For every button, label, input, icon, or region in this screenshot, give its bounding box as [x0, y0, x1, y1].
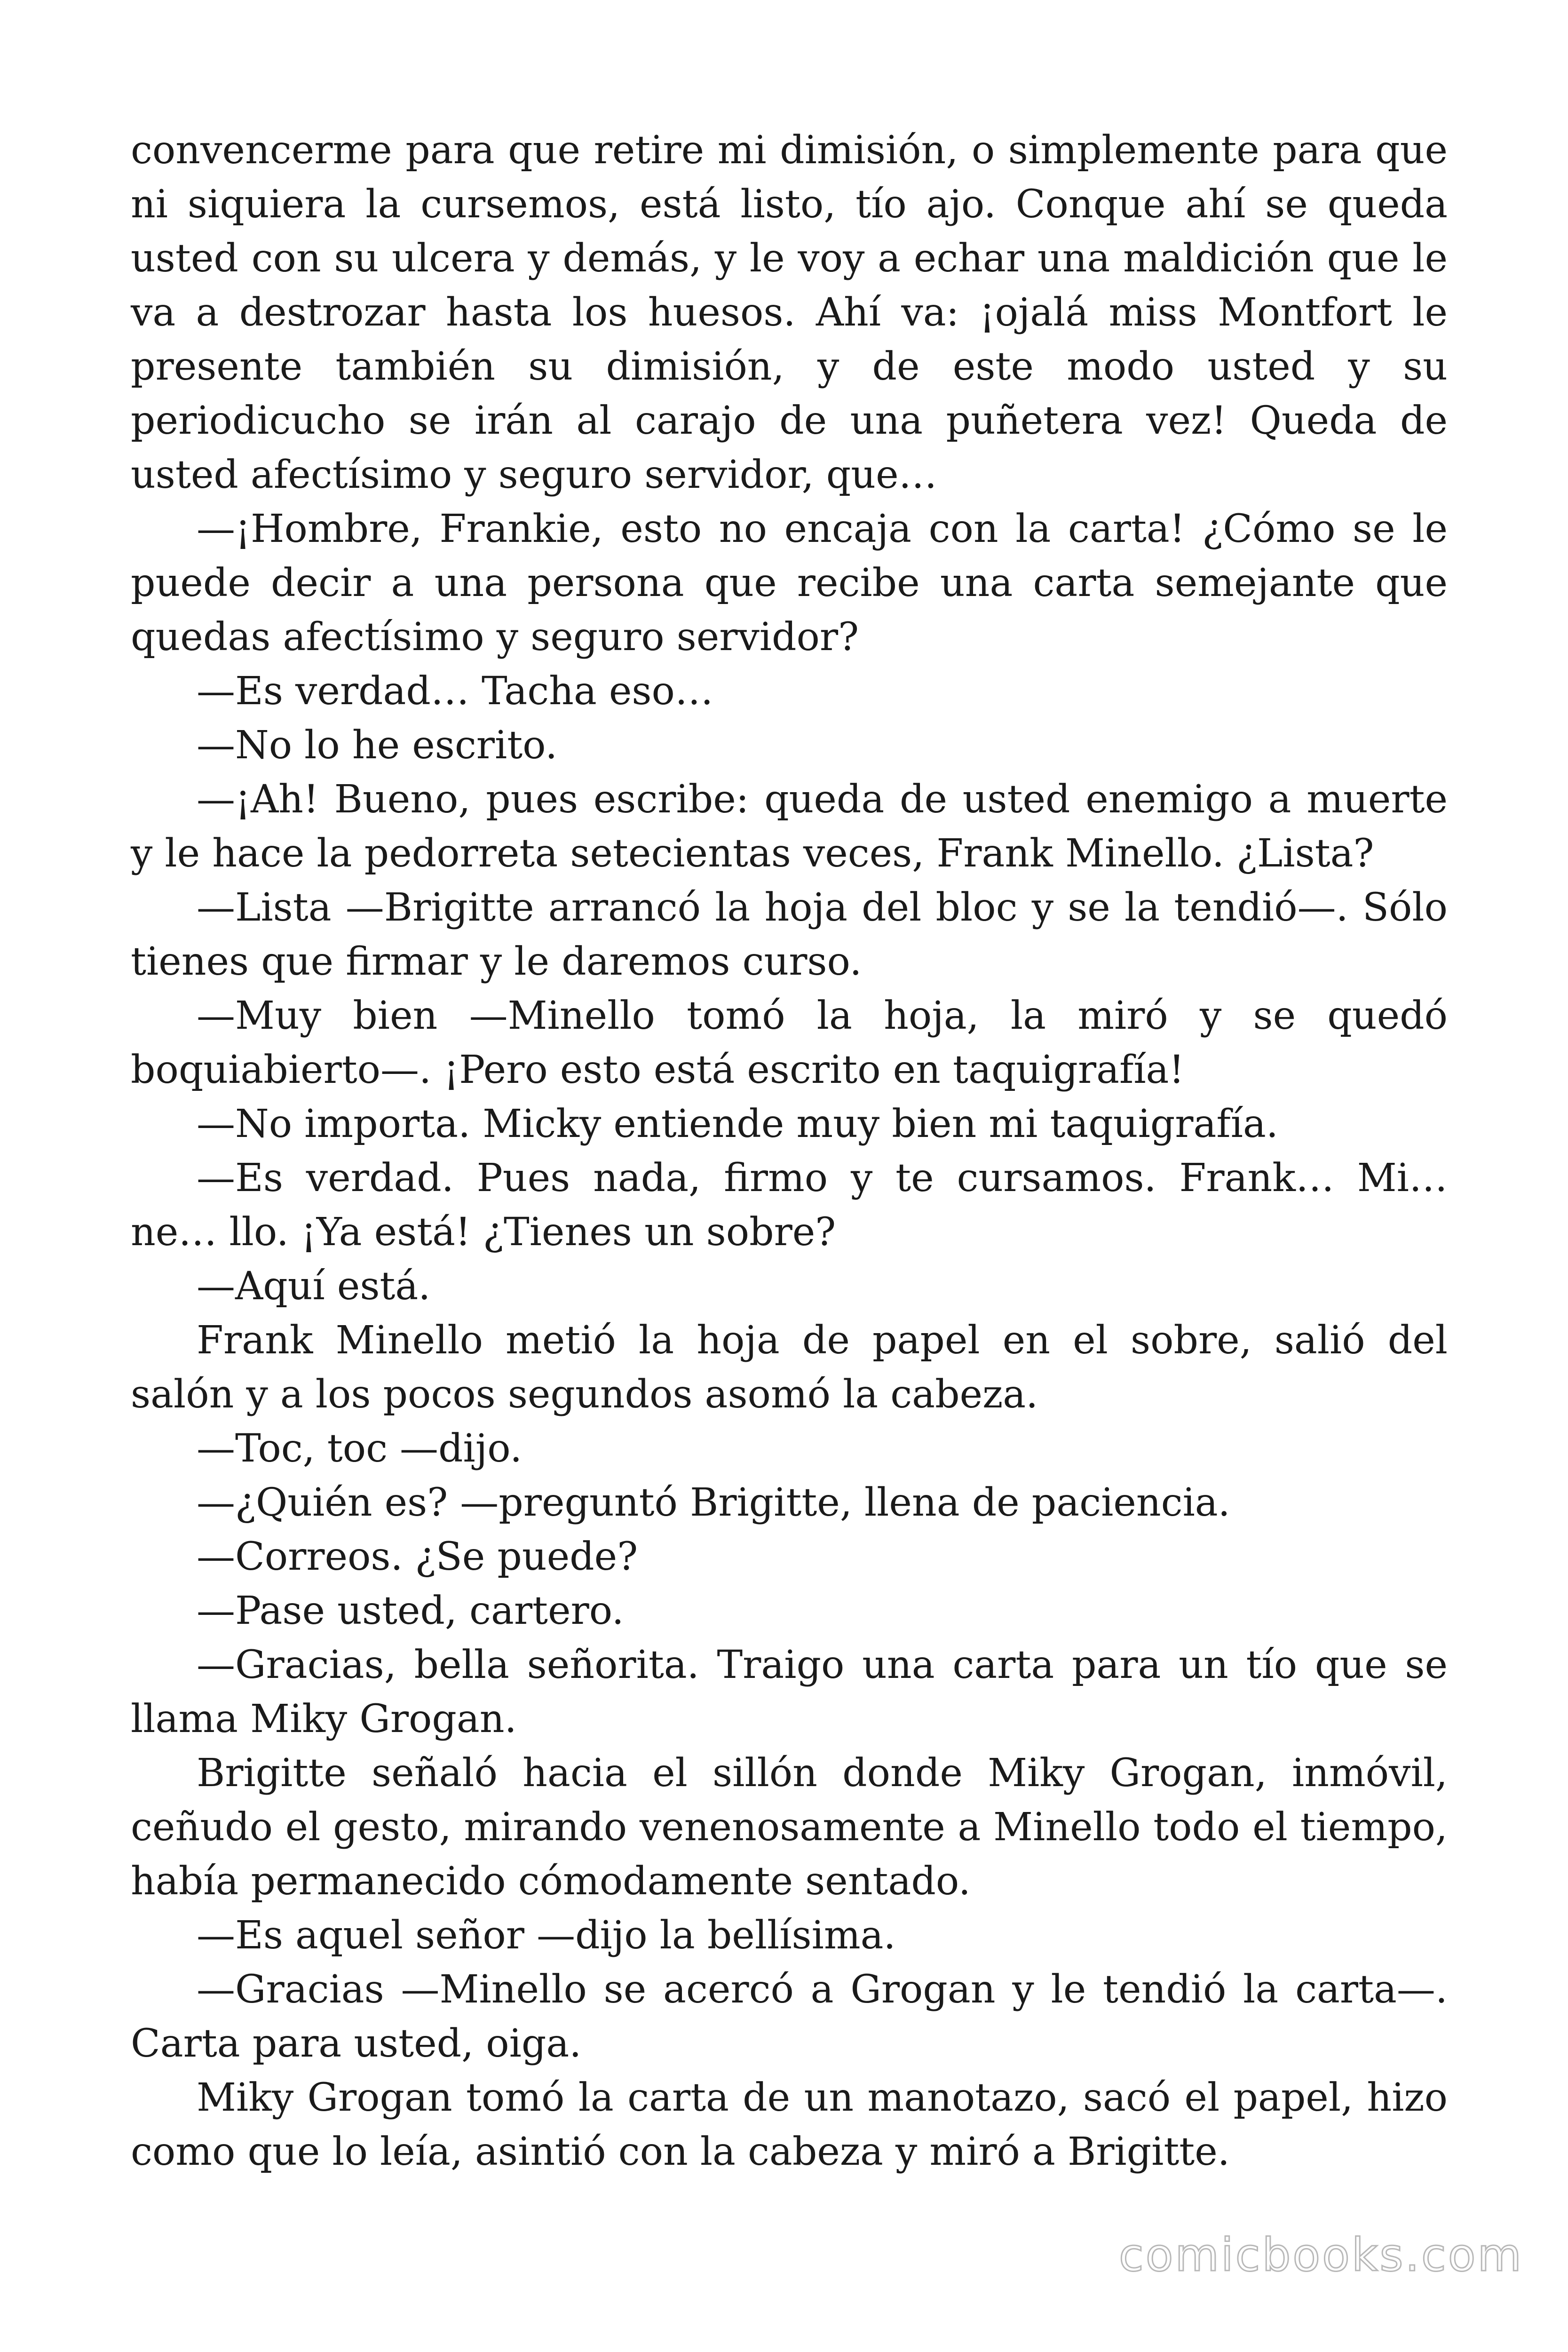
watermark: comicbooks.com [1118, 2229, 1523, 2281]
paragraph: convencerme para que retire mi dimisión, o simplemente para que ni siquiera la cursemos, está listo, tío ajo. Conque ahí se queda usted con su ulcera y demás, y le voy a echar una maldición que le va a destrozar hasta los huesos. Ahí va: ¡ojalá miss Montfort le presente también su dimisión, y de este modo usted y su periodicucho se irán al carajo de una puñetera vez! Queda de usted afectísimo y seguro servidor, que… [131, 128, 1448, 497]
paragraph: —Gracias, bella señorita. Traigo una carta para un tío que se llama Miky Grogan. [131, 1643, 1448, 1741]
paragraph: —Aquí está. [197, 1264, 431, 1309]
paragraph: —Muy bien —Minello tomó la hoja, la miró y se quedó boquiabierto—. ¡Pero esto está escrito en taquigrafía! [131, 993, 1448, 1092]
page-text [131, 123, 1448, 2179]
paragraph: —Pase usted, cartero. [197, 1589, 624, 1633]
paragraph: —Toc, toc —dijo. [197, 1426, 523, 1471]
paragraph: —¡Hombre, Frankie, esto no encaja con la carta! ¿Cómo se le puede decir a una persona que recibe una carta semejante que quedas afectísimo y seguro servidor? [131, 507, 1448, 660]
paragraph: —¡Ah! Bueno, pues escribe: queda de usted enemigo a muerte y le hace la pedorreta setecientas veces, Frank Minello. ¿Lista? [131, 777, 1448, 876]
paragraph: Frank Minello metió la hoja de papel en el sobre, salió del salón y a los pocos segundos asomó la cabeza. [131, 1318, 1448, 1417]
paragraph: —Correos. ¿Se puede? [197, 1534, 638, 1579]
paragraph: —¿Quién es? —preguntó Brigitte, llena de paciencia. [197, 1480, 1230, 1525]
paragraph: Brigitte señaló hacia el sillón donde Miky Grogan, inmóvil, ceñudo el gesto, mirando venenosamente a Minello todo el tiempo, había permanecido cómodamente sentado. [131, 1751, 1448, 1904]
paragraph: —Es verdad. Pues nada, firmo y te cursamos. Frank… Mi… ne… llo. ¡Ya está! ¿Tienes un sobre? [131, 1156, 1448, 1255]
paragraph: —Gracias —Minello se acercó a Grogan y le tendió la carta—. Carta para usted, oiga. [131, 1967, 1448, 2066]
paragraph: —No importa. Micky entiende muy bien mi taquigrafía. [197, 1102, 1278, 1146]
paragraph: —No lo he escrito. [197, 723, 558, 768]
paragraph: —Es verdad… Tacha eso… [197, 669, 713, 714]
paragraph: —Es aquel señor —dijo la bellísima. [197, 1913, 896, 1958]
paragraph: —Lista —Brigitte arrancó la hoja del bloc y se la tendió—. Sólo tienes que firmar y le daremos curso. [131, 885, 1448, 984]
paragraph: Miky Grogan tomó la carta de un manotazo, sacó el papel, hizo como que lo leía, asintió con la cabeza y miró a Brigitte. [131, 2075, 1448, 2174]
